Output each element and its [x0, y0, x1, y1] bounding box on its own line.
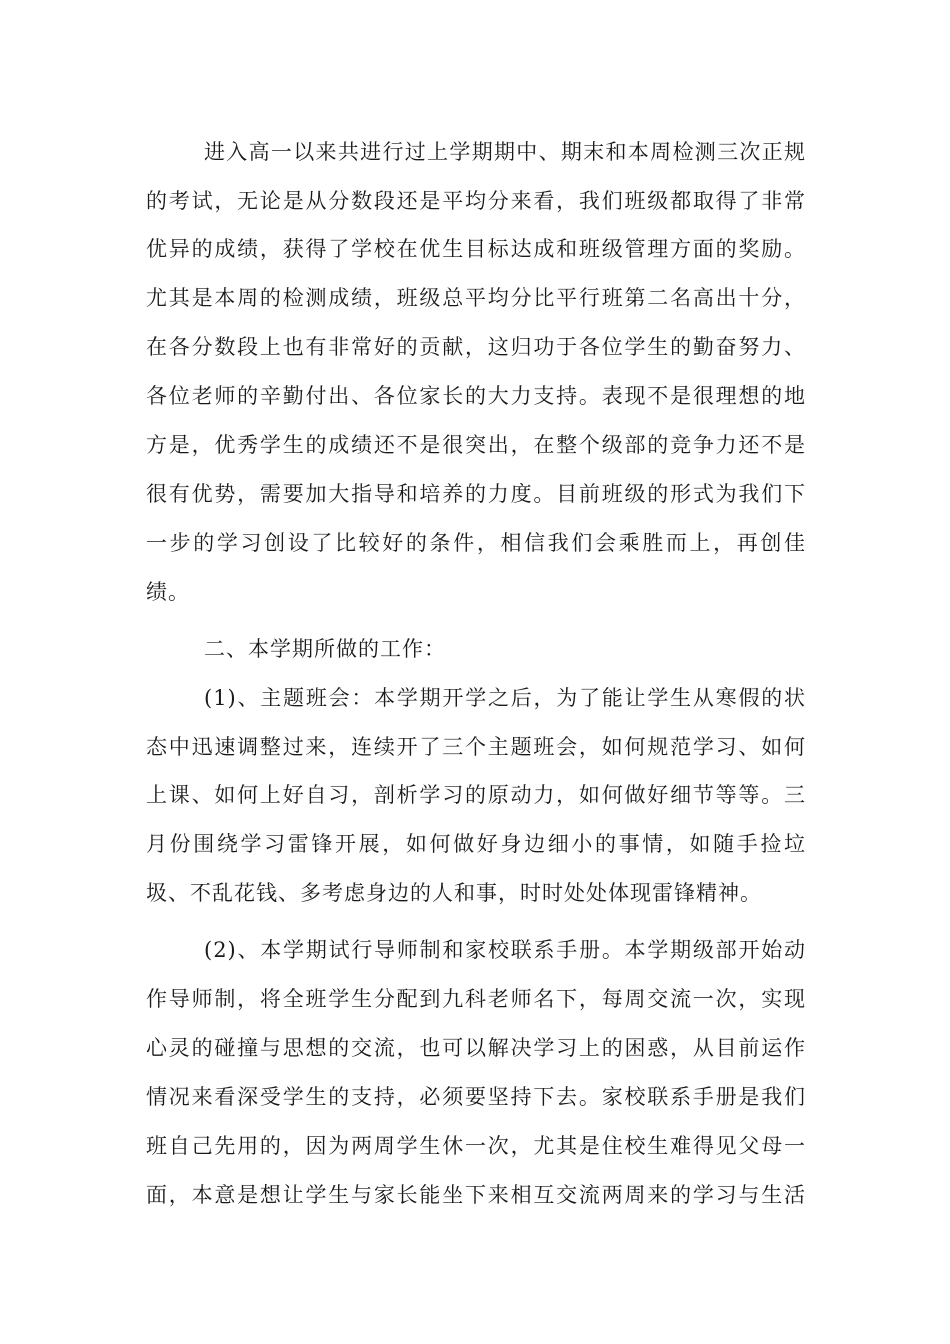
paragraph-3-line-2: 态中迅速调整过来，连续开了三个主题班会，如何规范学习、如何 [146, 735, 806, 759]
paragraph-3-line-1: (1)、主题班会：本学期开学之后，为了能让学生从寒假的状 [204, 686, 806, 710]
paragraph-4-line-1: (2)、本学期试行导师制和家校联系手册。本学期级部开始动 [204, 938, 806, 962]
paragraph-1-line-3: 优异的成绩，获得了学校在优生目标达成和班级管理方面的奖励。 [146, 237, 806, 261]
paragraph-1-line-4: 尤其是本周的检测成绩，班级总平均分比平行班第二名高出十分， [146, 286, 806, 310]
paragraph-1-line-2: 的考试，无论是从分数段还是平均分来看，我们班级都取得了非常 [146, 189, 806, 213]
paragraph-3-line-4: 月份围绕学习雷锋开展，如何做好身边细小的事情，如随手捡垃 [146, 832, 806, 856]
paragraph-1-line-5: 在各分数段上也有非常好的贡献，这归功于各位学生的勤奋努力、 [146, 335, 806, 359]
paragraph-1-line-8: 很有优势，需要加大指导和培养的力度。目前班级的形式为我们下 [146, 482, 806, 506]
paragraph-1-line-6: 各位老师的辛勤付出、各位家长的大力支持。表现不是很理想的地 [146, 384, 806, 408]
paragraph-1-line-10: 绩。 [146, 580, 190, 604]
paragraph-3-line-3: 上课、如何上好自习，剖析学习的原动力，如何做好细节等等。三 [146, 783, 806, 807]
paragraph-3-line-5: 圾、不乱花钱、多考虑身边的人和事，时时处处体现雷锋精神。 [146, 881, 762, 905]
paragraph-4-line-2: 作导师制，将全班学生分配到九科老师名下，每周交流一次，实现 [146, 987, 806, 1011]
paragraph-1-line-7: 方是，优秀学生的成绩还不是很突出，在整个级部的竞争力还不是 [146, 433, 806, 457]
section-heading: 二、本学期所做的工作： [204, 637, 446, 661]
paragraph-4-line-6: 面，本意是想让学生与家长能坐下来相互交流两周来的学习与生活 [146, 1183, 806, 1207]
paragraph-1-line-9: 一步的学习创设了比较好的条件，相信我们会乘胜而上，再创佳 [146, 531, 806, 555]
paragraph-4-line-4: 情况来看深受学生的支持，必须要坚持下去。家校联系手册是我们 [146, 1085, 806, 1109]
paragraph-1-line-1: 进入高一以来共进行过上学期期中、期末和本周检测三次正规 [204, 140, 806, 164]
paragraph-4-line-5: 班自己先用的，因为两周学生休一次，尤其是住校生难得见父母一 [146, 1134, 806, 1158]
paragraph-4-line-3: 心灵的碰撞与思想的交流，也可以解决学习上的困惑，从目前运作 [146, 1036, 806, 1060]
